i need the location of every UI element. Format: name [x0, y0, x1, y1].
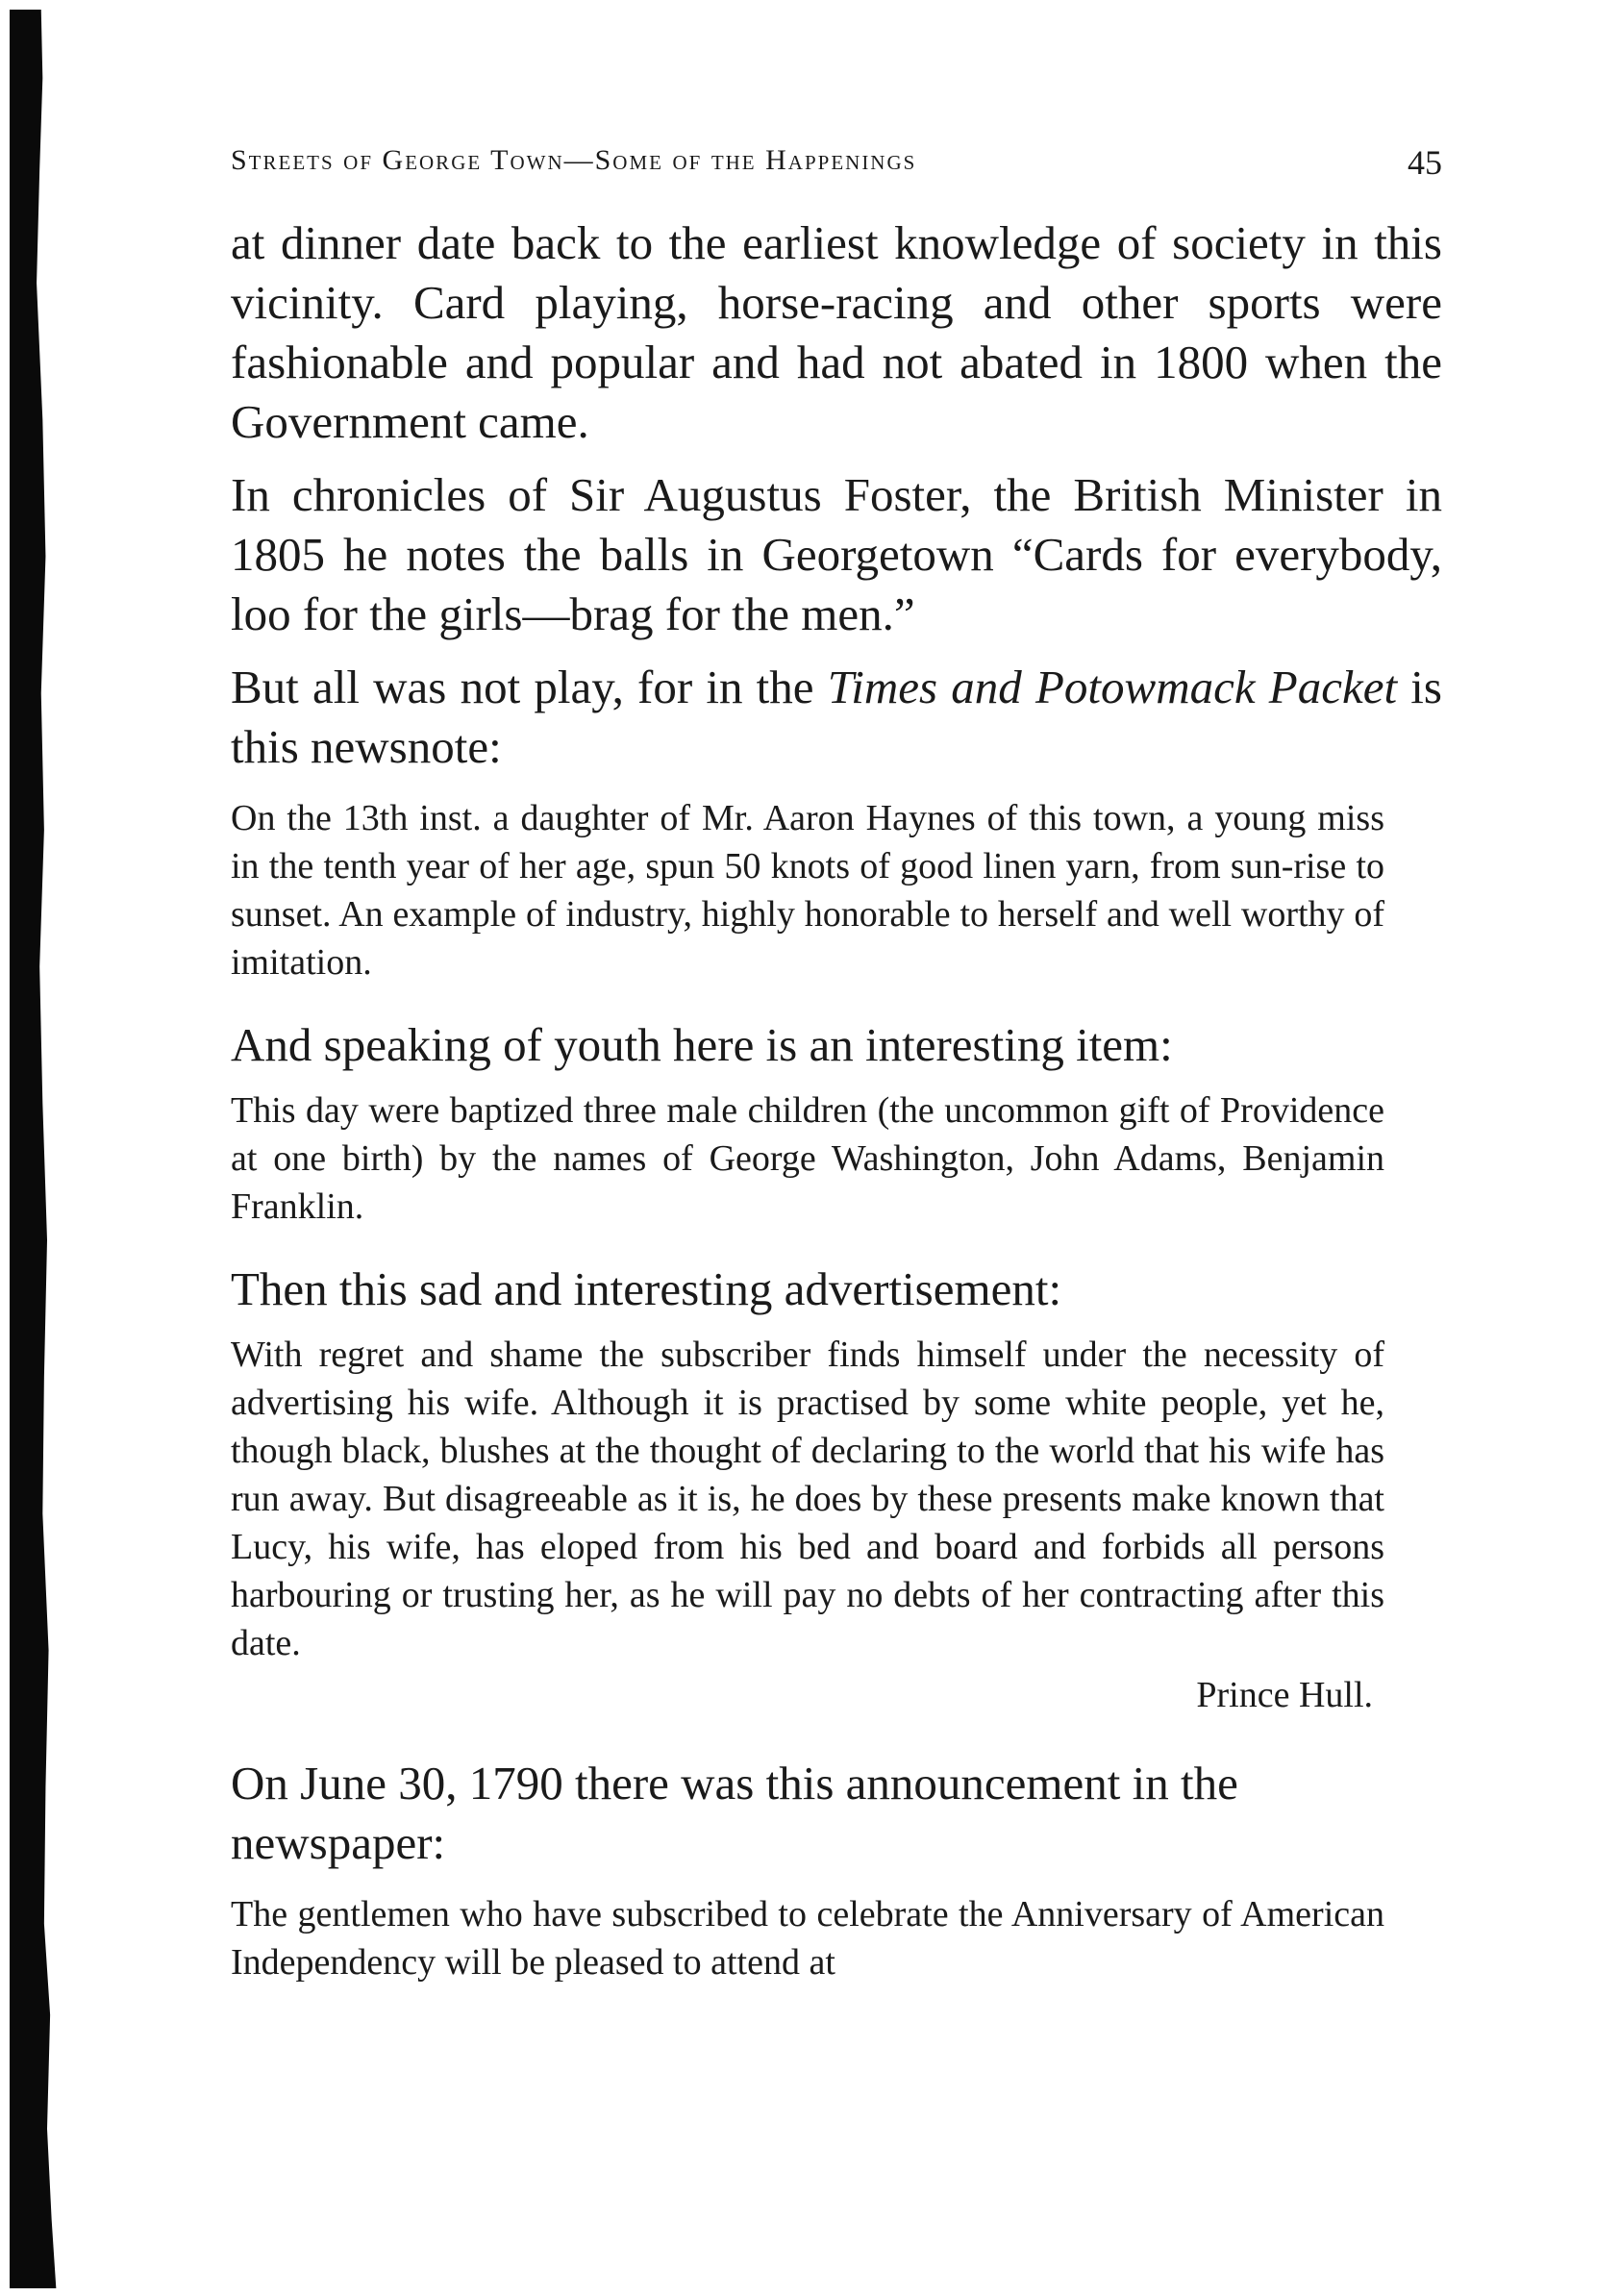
paragraph-foster-chronicles: In chronicles of Sir Augustus Foster, the British Minister in 1805 he notes the balls in Georgetown “Cards for everybody, loo for the girls—brag for the men.” — [231, 468, 1442, 640]
quote-baptized-children: This day were baptized three male children (the uncommon gift of Providence at one birth) by the names of George Washington, John Adams, Benjamin Franklin. — [231, 1090, 1384, 1227]
running-head-title: Streets of George Town—Some of the Happenings — [231, 144, 917, 176]
intro-june-announcement: On June 30, 1790 there was this announcement in the newspaper: — [231, 1757, 1238, 1869]
quote-independency-celebration: The gentlemen who have subscribed to celebrate the Anniversary of American Independency will be pleased to attend at — [231, 1894, 1384, 1983]
advertisement-text: With regret and shame the subscriber finds himself under the necessity of advertising his wife. Although it is practised by some white people, yet he, though black, blushes at the thought of declaring to the world that his wife has run away. But disagreeable as it is, he does by these presents make known that Lucy, his wife, has eloped from his bed and board and forbids all persons harbouring or trusting her, as he will pay no debts of her contracting after this date. — [231, 1335, 1384, 1663]
paragraph-dinner-society: at dinner date back to the earliest knowledge of society in this vicinity. Card playing, horse-racing and other sports were fashionable and popular and had not abated in 1800 when the Government came. — [231, 216, 1442, 448]
newspaper-title: Times and Potowmack Packet — [827, 661, 1398, 713]
running-head — [231, 135, 1442, 192]
paragraph-newsnote-intro-end: is this newsnote: — [231, 661, 1442, 773]
quote-haynes-daughter: On the 13th inst. a daughter of Mr. Aaron Haynes of this town, a young miss in the tenth year of her age, spun 50 knots of good linen yarn, from sun-rise to sunset. An example of industry, highly honorable to herself and well worthy of imitation. — [231, 798, 1384, 983]
intro-advertisement: Then this sad and interesting advertisement: — [231, 1262, 1062, 1315]
page-number: 45 — [1408, 143, 1442, 182]
intro-youth-item: And speaking of youth here is an interesting item: — [231, 1018, 1173, 1071]
book-page — [231, 135, 1442, 1986]
scan-binding-edge — [0, 0, 104, 2296]
advertisement-signature: Prince Hull. — [1196, 1675, 1373, 1715]
scan-shadow-bar — [10, 10, 85, 2288]
paragraph-newsnote-intro — [231, 658, 1442, 777]
quote-prince-hull-advertisement — [231, 1331, 1442, 1719]
paragraph-newsnote-intro-start: But all was not play, for in the — [231, 661, 828, 713]
